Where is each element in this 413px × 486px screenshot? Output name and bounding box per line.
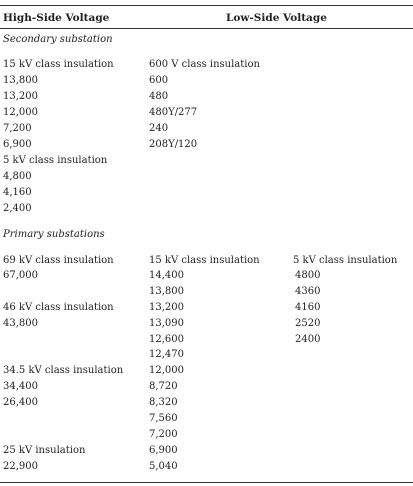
primary-col1-cell: 43,800 <box>3 318 38 329</box>
high-side-voltage-header: High-Side Voltage <box>3 12 110 24</box>
secondary-col2-cell: 480Y/277 <box>149 107 198 118</box>
secondary-col1-cell: 2,400 <box>3 203 32 214</box>
primary-col1-cell: 69 kV class insulation <box>3 255 114 266</box>
header-rule <box>0 28 413 29</box>
primary-col1-cell: 26,400 <box>3 397 38 408</box>
primary-col2-cell: 8,720 <box>149 381 178 392</box>
primary-col2-cell: 13,090 <box>149 318 184 329</box>
primary-col2-cell: 15 kV class insulation <box>149 255 260 266</box>
primary-substations-label: Primary substations <box>3 229 105 240</box>
table-bottom-rule <box>0 482 413 483</box>
primary-col2-cell: 13,800 <box>149 286 184 297</box>
primary-col2-cell: 12,470 <box>149 349 184 360</box>
primary-col1-cell: 25 kV insulation <box>3 445 86 456</box>
primary-col2-cell: 13,200 <box>149 302 184 313</box>
primary-col2-cell: 7,560 <box>149 413 178 424</box>
primary-col3-cell: 2400 <box>295 334 321 345</box>
primary-col2-cell: 5,040 <box>149 461 178 472</box>
secondary-col1-cell: 13,200 <box>3 91 38 102</box>
secondary-col1-cell: 15 kV class insulation <box>3 59 114 70</box>
secondary-col2-cell: 240 <box>149 123 169 134</box>
secondary-col2-cell: 600 V class insulation <box>149 59 260 70</box>
primary-col3-cell: 4360 <box>295 286 321 297</box>
primary-col3-cell: 4800 <box>295 270 321 281</box>
secondary-col1-cell: 7,200 <box>3 123 32 134</box>
primary-col2-cell: 7,200 <box>149 429 178 440</box>
primary-col2-cell: 14,400 <box>149 270 184 281</box>
secondary-col2-cell: 208Y/120 <box>149 139 198 150</box>
primary-col3-cell: 2520 <box>295 318 321 329</box>
low-side-voltage-header: Low-Side Voltage <box>226 12 327 24</box>
primary-col3-cell: 4160 <box>295 302 321 313</box>
primary-col2-cell: 12,000 <box>149 365 184 376</box>
primary-col2-cell: 12,600 <box>149 334 184 345</box>
secondary-col1-cell: 4,160 <box>3 187 32 198</box>
primary-col2-cell: 8,320 <box>149 397 178 408</box>
primary-col1-cell: 22,900 <box>3 461 38 472</box>
primary-col1-cell: 46 kV class insulation <box>3 302 114 313</box>
primary-col1-cell: 34,400 <box>3 381 38 392</box>
primary-col2-cell: 6,900 <box>149 445 178 456</box>
secondary-col1-cell: 13,800 <box>3 75 38 86</box>
secondary-col1-cell: 6,900 <box>3 139 32 150</box>
table-top-rule <box>0 5 413 6</box>
primary-col1-cell: 34.5 kV class insulation <box>3 365 124 376</box>
secondary-col1-cell: 5 kV class insulation <box>3 155 108 166</box>
secondary-col1-cell: 4,800 <box>3 171 32 182</box>
primary-col1-cell: 67,000 <box>3 270 38 281</box>
secondary-substation-label: Secondary substation <box>3 34 113 45</box>
secondary-col1-cell: 12,000 <box>3 107 38 118</box>
secondary-col2-cell: 480 <box>149 91 169 102</box>
primary-col3-cell: 5 kV class insulation <box>293 255 398 266</box>
secondary-col2-cell: 600 <box>149 75 169 86</box>
